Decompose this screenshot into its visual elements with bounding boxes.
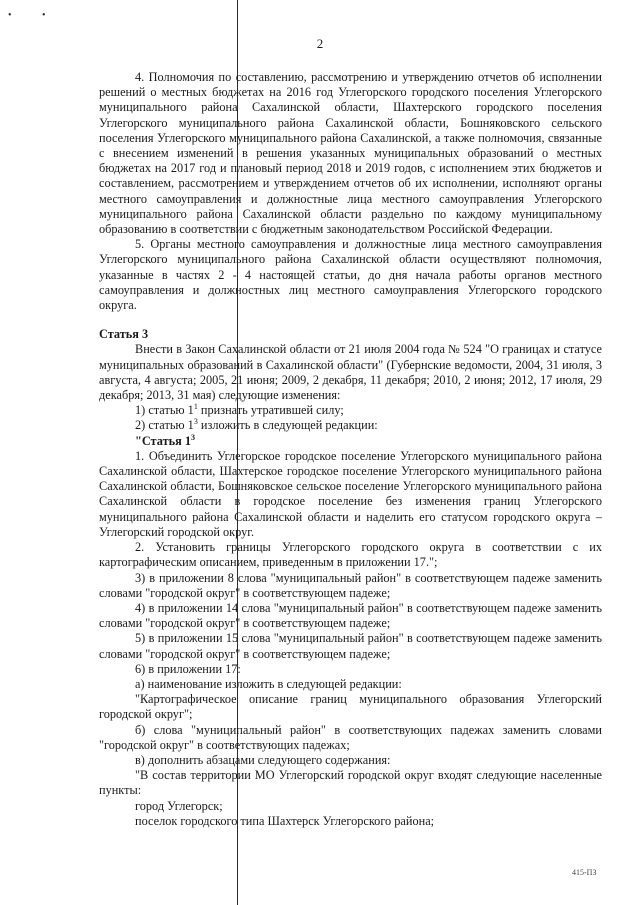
settlement-town-2: поселок городского типа Шахтерск Углегорского района; [135,813,435,828]
document-body [99,70,602,829]
amendment-item-6c-quote: "В состав территории МО Углегорский городской округ входят следующие населенные пункты: [99,768,602,798]
quoted-heading-text: "Статья 1 [135,433,191,448]
spacer [99,313,602,327]
quoted-article-heading [99,434,602,449]
amendment-item-6c: в) дополнить абзацами следующего содержания: [135,752,391,767]
article-3-heading: Статья 3 [99,327,149,342]
amendment-item-2 [99,418,602,433]
amendment-item-6: 6) в приложении 17: [135,661,241,676]
item-2-text: 2) статью 1 [135,418,194,433]
quoted-part-1: 1. Объединить Углегорское городское поселение Углегорского муниципального района Сахалинской области, Шахтерское городское поселение Углегорского муниципального района Сахалинской области, Бошняковское сельское поселение Углегорского муниципального района Сахалинской области в городское поселение без изменения границ Углегорского муниципального района Сахалинской области и наделить его статусом городского округа – Углегорский городской округ. [99,448,602,539]
amendment-item-1 [99,403,602,418]
quoted-part-2: 2. Установить границы Углегорского городского округа в соответствии с их картографическим описанием, приведенным в приложении 17."; [99,540,602,570]
item-1-tail: признать утратившей силу; [197,403,344,418]
item-2-superscript: 3 [193,417,198,427]
settlement-town-1: город Углегорск; [135,798,223,813]
amendment-item-6a: а) наименование изложить в следующей редакции: [135,676,402,691]
page-number: 2 [316,36,324,51]
document-code: 415-ПЗ [572,868,597,877]
paragraph-4: 4. Полномочия по составлению, рассмотрению и утверждению отчетов об исполнении решений о местных бюджетах на 2016 год Углегорского городского поселения Углегорского муниципального района Сахалинской области, Шахтерского городского поселения Углегорского муниципального района Сахалинской области, Бошняковского сельского поселения Углегорского муниципального района Сахалинской, а также полномочия, связанные с внесением изменений в решения указанных муниципальных образований о местных бюджетах на 2017 год и плановый период 2018 и 2019 годов, с исполнением этих бюджетов и составлением, рассмотрением и утверждением отчетов об их исполнении, исполняют органы местного самоуправления и должностные лица местного самоуправления Углегорского муниципального района Сахалинской области раздельно по каждому муниципальному образованию в соответствии с бюджетным законодательством Российской Федерации. [99,70,602,237]
amendment-item-4: 4) в приложении 14 слова "муниципальный район" в соответствующем падеже заменить словами "городской округ" в соответствующем падеже; [99,600,602,631]
corner-marks: • • [8,10,60,21]
item-2-tail: изложить в следующей редакции: [197,418,378,433]
item-1-superscript: 1 [193,402,198,412]
amendment-item-3: 3) в приложении 8 слова "муниципальный район" в соответствующем падеже заменить словами "городской округ" в соответствующем падеже; [99,570,602,600]
quoted-heading-superscript: 3 [190,432,195,442]
amendment-item-5: 5) в приложении 15 слова "муниципальный район" в соответствующем падеже заменить словами "городской округ" в соответствующем падеже; [99,631,602,661]
amendment-item-6b: б) слова "муниципальный район" в соответствующих падежах заменить словами "городской округ" в соответствующих падежах; [99,722,602,752]
amendment-item-6a-quote: "Картографическое описание границ муниципального образования Углегорский городской округ"; [99,692,602,722]
paragraph-5: 5. Органы местного самоуправления и должностные лица местного самоуправления Углегорского муниципального района Сахалинской области осуществляют полномочия, указанные в частях 2 - 4 настоящей статьи, до дня начала работы органов местного самоуправления и должностных лиц местного самоуправления Углегорского городского округа. [99,237,602,313]
article-3-intro: Внести в Закон Сахалинской области от 21 июля 2004 года № 524 "О границах и статусе муниципальных образований в Сахалинской области" (Губернские ведомости, 2004, 31 июля, 3 августа, 4 августа; 2005, 21 июня; 2009, 2 декабря, 11 декабря; 2010, 2 июня; 2012, 17 июля, 29 декабря; 2013, 31 мая) следующие изменения: [99,342,602,403]
item-1-text: 1) статью 1 [135,403,194,418]
